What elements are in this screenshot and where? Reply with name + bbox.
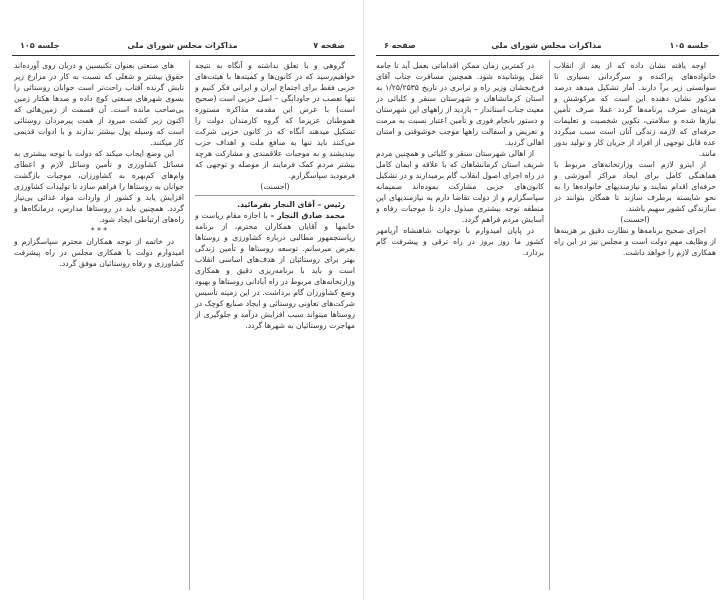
publication-title: مذاکرات مجلس شورای ملی [127, 41, 238, 50]
paragraph: در کمترین زمان ممکن اقداماتی بعمل آید تا جامه عمل پوشانیده شود. همچنین مسافرت جناب آقای فرح‌بخشان وزیر راه و ترابری در تاریخ ۱/۲۵/۲۵۳۵ به استان کرمانشاهان و شهرستان سنقر و کلیائی در معیت جناب استاندار – بازدید از راههای این شهرستان و دستور بانجام فوری و تأمین اعتبار نسبت به مرمت و تعریض و آسفالت راهها موجب خوشوقتی و امتنان اهالی گردید. [376, 61, 544, 147]
paragraph: اجرای صحیح برنامه‌ها و نظارت دقیق بر هزینه‌ها از وظایف مهم دولت است و مجلس نیز در این راه همکاری لازم را خواهد داشت. [554, 226, 716, 257]
paragraph: این وضع ایجاب میکند که دولت با توجه بیشتری به مسائل کشاورزی و تأمین وسائل لازم و اعطای وام‌های کم‌بهره به کشاورزان، موجبات بازگشت جوانان به روستاها را فراهم سازد تا تولیدات کشاورزی افزایش یابد و کشور از واردات مواد غذائی بی‌نیاز گردد. همچنین باید در روستاها مدارس، درمانگاه‌ها و راه‌های ارتباطی ایجاد شود. [14, 149, 184, 224]
header-rule [376, 55, 719, 56]
page-header [376, 41, 717, 55]
applause-note: (احسنت) [620, 215, 650, 224]
divider-mark: * * * [90, 226, 108, 235]
header-rule [12, 55, 355, 56]
text-column-left [376, 60, 544, 592]
paragraph: در خاتمه از توجه همکاران محترم سپاسگزارم و امیدوارم دولت با همکاری مجلس در راه پیشرفت کشاورزی و رفاه روستائیان موفق گردد. [14, 237, 184, 268]
session-number: جلسه ۱۰۵ [20, 41, 60, 50]
right-page [363, 0, 726, 600]
speaker-intro: رئیس – آقای النجار بفرمائید. [237, 200, 345, 209]
paragraph: گروهی و با تعلق نداشته و آنگاه به نتیجه خواهیم‌رسید که در کانون‌ها و کمیته‌ها با هیئت‌های حزبی فقط برای اجتماع ایران و ایرانی فکر کنیم و تنها تعصب در جاودانگی – اصل حزبی است (صحیح است) با عرض این مقدمه مذاکره مستوره همو‌طنان عزیزما که گروه کارمندان دولت را تشکیل میدهند آنگاه که در کانون حزبی شرکت می‌کنند باید تنها به منافع ملت و اهداف حزب بیندیشند و به موجبات علاقمندی و مشارکت هرچه بیشتر مردم کمک فرمایند از موصله و توجهی که فرمودید سپاسگزارم. [195, 61, 355, 180]
section-divider [195, 195, 355, 196]
paragraph: اوجه یافته نشان داده که از بعد از انقلاب خانواده‌های پراکنده و سرگردانی بسیاری تا سوانستی زیر برآ دارند. آمار تشکیل میدهد درصد مذکور نشان دهنده این است که مرکوشش و هزینه‌ای صرف برنامه‌ها گردد عملا صرف تأمین نیازها شده و سلامتی، تکوین شخصیت و تعلیمات حرفه‌ای که لازمه زندگی آنان است سبب میگردد عده قابل توجهی از افراد از جریان کار و تولید بدور مانند. [554, 61, 716, 158]
page-number: صفحه ۶ [384, 41, 416, 50]
paragraph: از اهالی شهرستان سنقر و کلیائی و همچنین مردم شریف استان کرمانشاهان که با علاقه و ایمان کامل در راه اجرای اصول انقلاب گام برمیدارند و در تشکیل کانون‌های حزبی مشارکت نموده‌اند صمیمانه سپاسگزارم و از دولت تقاضا دارم به نیازمندیهای این منطقه توجه بیشتری مبذول دارد تا موجبات رفاه و آسایش مردم فراهم گردد. [376, 149, 544, 224]
paragraph: از اینرو لازم است وزارتخانه‌های مربوط با هماهنگی کامل برای ایجاد مراکز آموزشی و حرفه‌ای اقدام نمایند و نیازمندیهای خانواده‌ها را به نحو شایسته برطرف سازند تا همگان بتوانند در سازندگی کشور سهیم باشند. [554, 160, 716, 213]
paragraph: های صنعتی بعنوان تکنیسین و دربان روی آورده‌اند حقوق بیشتر و شغلی که نسبت به کار در مزارع زیر تابش گرنده آفتاب راحت‌تر است جوانان روستائی را بسوی شهرهای صنعتی کوچ داده و صدها هکتار زمین بی‌صاحب مانده است. آن قسمت از زمین‌هائی که اکنون زیر کشت میرود از همت پیرمردان روستائی است که وسیله پول بیشتر ندارند و با ادوات قدیمی کار میکنند. [14, 61, 184, 147]
publication-title: مذاکرات مجلس شورای ملی [491, 41, 602, 50]
page-number: صفحه ۷ [313, 41, 345, 50]
page-header [12, 41, 353, 55]
speaker-name: محمد صادق النجار – [270, 211, 345, 220]
paragraph: با اجازه مقام ریاست و خانمها و آقایان همکاران محترم، از برنامه ریاستجمهور مطالبی درباره کشاورزی و روستاها بعرض میرسانم. توسعه روستاها و تأمین زندگی بهتر برای روستائیان از هدف‌های اساسی انقلاب است و باید با برنامه‌ریزی دقیق و همکاری وزارتخانه‌های مربوط در راه آبادانی روستاها و بهبود وضع کشاورزان گام برداشت. در این زمینه تأسیس شرکت‌های تعاونی روستائی و ایجاد صنایع کوچک در روستاها میتواند سبب افزایش درآمد و جلوگیری از مهاجرت روستائیان به شهرها گردد. [195, 211, 355, 330]
text-column-right [195, 60, 355, 592]
column-divider [189, 60, 190, 590]
text-column-left [14, 60, 184, 592]
session-number: جلسه ۱۰۵ [669, 41, 709, 50]
paragraph: در پایان امیدوارم با توجهات شاهنشاه آریامهر کشور ما روز بروز در راه ترقی و پیشرفت گام بردارد. [376, 226, 544, 257]
column-divider [549, 60, 550, 590]
applause-note: (احسنت) [260, 182, 290, 191]
text-column-right [554, 60, 716, 592]
